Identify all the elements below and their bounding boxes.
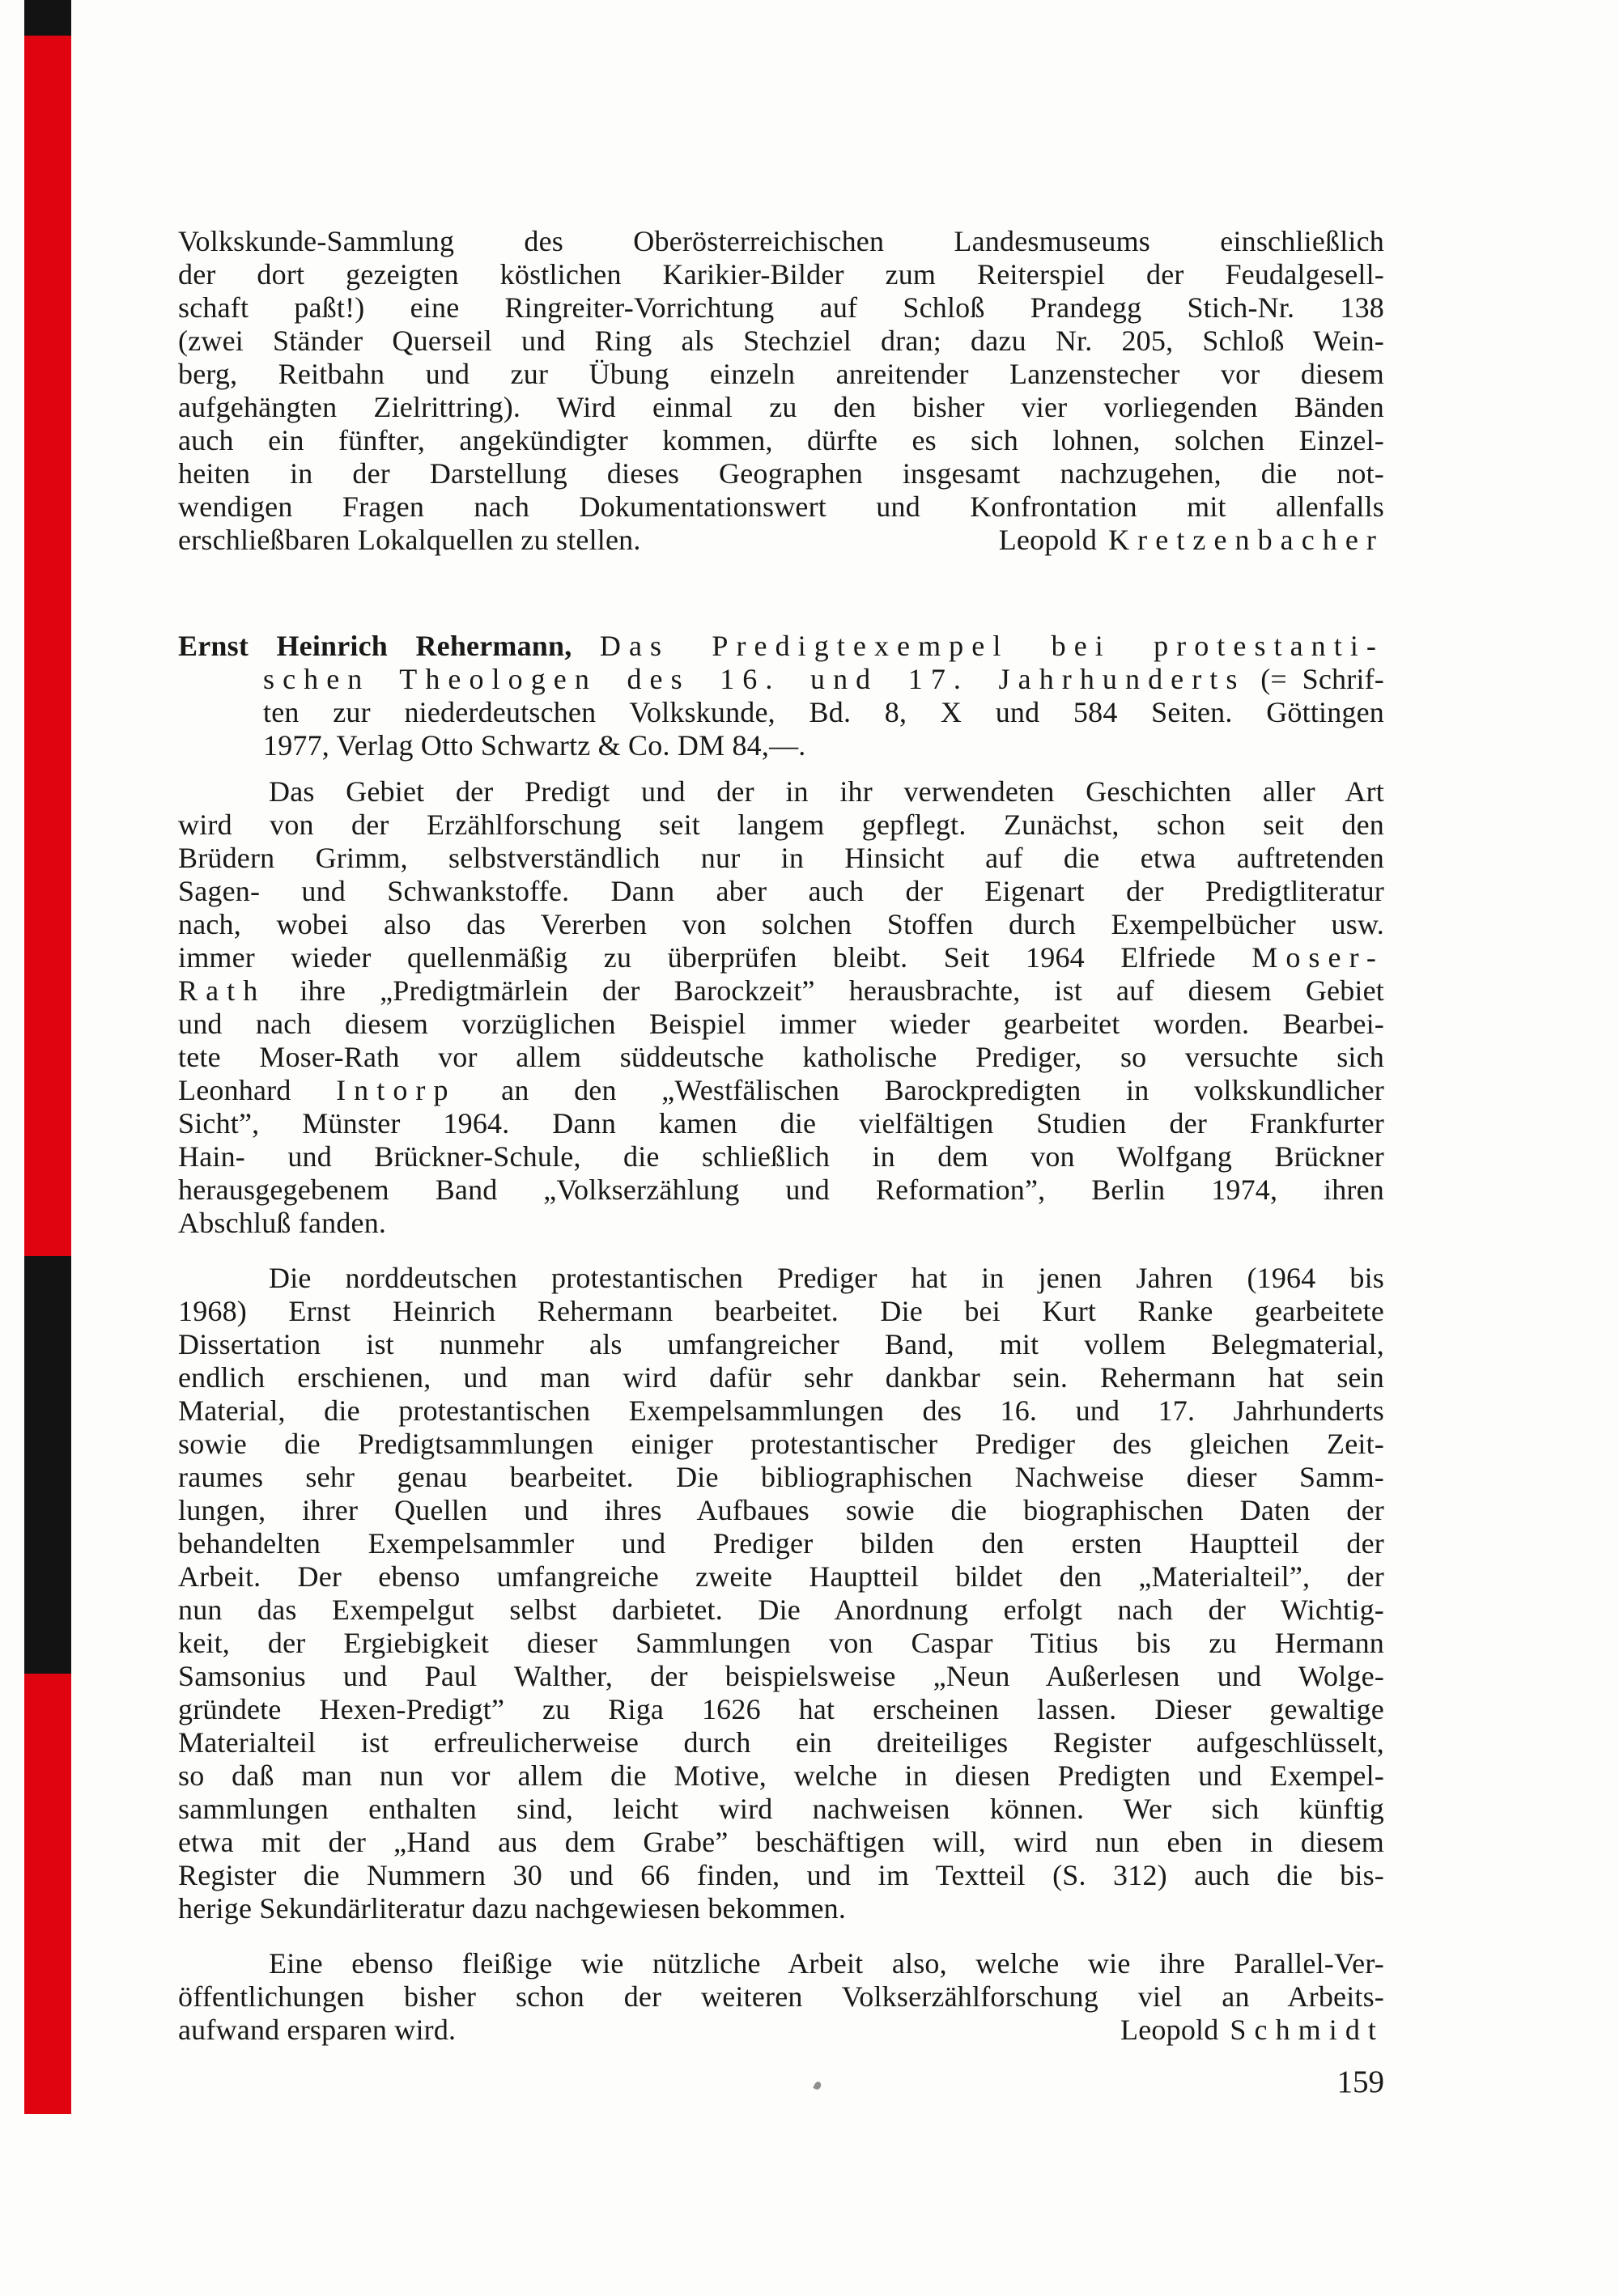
text-line <box>178 424 1384 457</box>
reviewer-last-name: Kretzenbacher <box>1108 524 1384 556</box>
plain-text: Materialteil ist erfreulicherweise durch ein dreiteiliges Register aufgeschlüsselt, <box>178 1726 1384 1759</box>
review-paragraph <box>178 775 1384 1240</box>
plain-text: immer wieder quellenmäßig zu überprüfen bleibt. Seit 1964 Elfriede <box>178 941 1252 974</box>
text-line <box>178 1328 1384 1361</box>
plain-text: ihre „Predigtmärlein der Barockzeit” herausbrachte, ist auf diesem Gebiet <box>266 974 1384 1007</box>
plain-text: Brüdern Grimm, selbstverständlich nur in Hinsicht auf die etwa auftretenden <box>178 842 1384 874</box>
scan-strip-segment <box>24 1674 71 2114</box>
text-line <box>178 1627 1384 1660</box>
text-line <box>178 974 1384 1008</box>
plain-text: wird von der Erzählforschung seit langem gepflegt. Zunächst, schon seit den <box>178 808 1384 841</box>
text-line <box>178 1759 1384 1793</box>
plain-text: Arbeit. Der ebenso umfangreiche zweite Hauptteil bildet den „Materialteil”, der <box>178 1560 1384 1593</box>
review-paragraph <box>178 1262 1384 1925</box>
text-line <box>178 1527 1384 1560</box>
signature-line <box>178 524 1384 557</box>
text-line <box>178 842 1384 875</box>
plain-text: so daß man nun vor allem die Motive, welche in diesen Predigten und Exempel- <box>178 1759 1384 1792</box>
plain-text: (= Schrif- <box>1245 663 1384 695</box>
plain-text: nach, wobei also das Vererben von solchen Stoffen durch Exempelbücher usw. <box>178 908 1384 940</box>
review-paragraph <box>178 225 1384 524</box>
scan-strip-segment <box>24 1256 71 1674</box>
plain-text: Dissertation ist nunmehr als umfangreicher Band, mit vollem Belegmaterial, <box>178 1328 1384 1360</box>
reviewer-first-name: Leopold <box>1120 2014 1219 2046</box>
plain-text: 1968) Ernst Heinrich Rehermann bearbeitet. Die bei Kurt Ranke gearbeitete <box>178 1295 1384 1327</box>
text-line <box>178 1107 1384 1140</box>
plain-text: endlich erschienen, und man wird dafür sehr dankbar sein. Rehermann hat sein <box>178 1361 1384 1394</box>
text-line <box>178 358 1384 391</box>
plain-text: ten zur niederdeutschen Volkskunde, Bd. 8, X und 584 Seiten. Göttingen <box>263 696 1384 728</box>
text-column <box>178 225 1384 2047</box>
plain-text: Abschluß fanden. <box>178 1207 387 1239</box>
plain-text: sammlungen enthalten sind, leicht wird nachweisen können. Wer sich künftig <box>178 1793 1384 1825</box>
letterspaced-text: Moser- <box>1251 941 1384 974</box>
bibliographic-heading <box>178 630 1384 762</box>
letterspaced-text: Intorp <box>336 1074 457 1106</box>
text-line <box>178 1892 1384 1925</box>
plain-text: (zwei Ständer Querseil und Ring als Stechziel dran; dazu Nr. 205, Schloß Wein- <box>178 325 1384 357</box>
plain-text: Material, die protestantischen Exempelsammlungen des 16. und 17. Jahrhunderts <box>178 1394 1384 1427</box>
text-line <box>178 490 1384 524</box>
reviewer-first-name: Leopold <box>998 524 1098 556</box>
plain-text: der dort gezeigten köstlichen Karikier-Bilder zum Reiterspiel der Feudalgesell- <box>178 258 1384 291</box>
plain-text: lungen, ihrer Quellen und ihres Aufbaues sowie die biographischen Daten der <box>178 1494 1384 1526</box>
page-number: 159 <box>1336 2065 1384 2099</box>
text-line <box>178 808 1384 842</box>
text-line <box>178 1726 1384 1759</box>
plain-text: Leonhard <box>178 1074 337 1106</box>
text-line <box>178 1140 1384 1173</box>
plain-text: öffentlichungen bisher schon der weiteren Volkserzählforschung viel an Arbeits- <box>178 1980 1384 2013</box>
plain-text: behandelten Exempelsammler und Prediger bilden den ersten Hauptteil der <box>178 1527 1384 1560</box>
text-line <box>178 908 1384 941</box>
plain-text: gründete Hexen-Predigt” zu Riga 1626 hat erscheinen lassen. Dieser gewaltige <box>178 1693 1384 1725</box>
plain-text: berg, Reitbahn und zur Übung einzeln anreitender Lanzenstecher vor diesem <box>178 358 1384 390</box>
letterspaced-text: Rath <box>178 974 266 1007</box>
plain-text: herausgegebenem Band „Volkserzählung und Reformation”, Berlin 1974, ihren <box>178 1173 1384 1206</box>
text-line <box>178 291 1384 325</box>
plain-text: Hain- und Brückner-Schule, die schließlich in dem von Wolfgang Brückner <box>178 1140 1384 1173</box>
text-line <box>178 457 1384 490</box>
text-line <box>178 1262 1384 1295</box>
text-line <box>178 1041 1384 1074</box>
text-line <box>178 391 1384 424</box>
plain-text: auch ein fünfter, angekündigter kommen, dürfte es sich lohnen, solchen Einzel- <box>178 424 1384 456</box>
plain-text: raumes sehr genau bearbeitet. Die bibliographischen Nachweise dieser Samm- <box>178 1461 1384 1493</box>
text-line <box>178 1947 1384 1980</box>
text-line <box>178 325 1384 358</box>
plain-text: Sagen- und Schwankstoffe. Dann aber auch der Eigenart der Predigtliteratur <box>178 875 1384 907</box>
plain-text: etwa mit der „Hand aus dem Grabe” beschäftigen will, wird nun eben in diesem <box>178 1826 1384 1858</box>
closing-text: erschließbaren Lokalquellen zu stellen. <box>178 524 641 556</box>
text-line <box>178 1660 1384 1693</box>
text-line <box>178 630 1384 663</box>
text-line <box>178 1394 1384 1428</box>
text-line <box>178 1074 1384 1107</box>
plain-text: heiten in der Darstellung dieses Geographen insgesamt nachzugehen, die not- <box>178 457 1384 490</box>
text-line <box>178 225 1384 258</box>
letterspaced-text: schen Theologen des 16. und 17. Jahrhunderts <box>263 663 1246 695</box>
plain-text: Das Gebiet der Predigt und der in ihr verwendeten Geschichten aller Art <box>269 775 1384 808</box>
text-line <box>178 1980 1384 2014</box>
reviewer-last-name: Schmidt <box>1230 2014 1384 2046</box>
reviewer-name <box>1120 2014 1384 2047</box>
plain-text: Register die Nummern 30 und 66 finden, und im Textteil (S. 312) auch die bis- <box>178 1859 1384 1891</box>
text-line <box>178 1207 1384 1240</box>
plain-text: 1977, Verlag Otto Schwartz & Co. DM 84,—. <box>263 729 806 762</box>
text-line <box>178 1793 1384 1826</box>
text-line <box>178 1693 1384 1726</box>
text-line <box>178 1594 1384 1627</box>
plain-text: herige Sekundärliteratur dazu nachgewiesen bekommen. <box>178 1892 847 1925</box>
text-line <box>178 1826 1384 1859</box>
text-line <box>178 1428 1384 1461</box>
text-line <box>178 1494 1384 1527</box>
text-line <box>178 1560 1384 1594</box>
text-line <box>178 1008 1384 1041</box>
plain-text: sowie die Predigtsammlungen einiger protestantischer Prediger des gleichen Zeit- <box>178 1428 1384 1460</box>
closing-text: aufwand ersparen wird. <box>178 2014 457 2046</box>
plain-text: Samsonius und Paul Walther, der beispielsweise „Neun Außerlesen und Wolge- <box>178 1660 1384 1692</box>
review-kretzenbacher <box>178 225 1384 557</box>
text-line <box>178 1295 1384 1328</box>
review-rehermann <box>178 630 1384 2047</box>
text-line <box>178 729 1384 762</box>
plain-text: wendigen Fragen nach Dokumentationswert und Konfrontation mit allenfalls <box>178 490 1384 523</box>
plain-text: Eine ebenso fleißige wie nützliche Arbeit also, welche wie ihre Parallel-Ver- <box>269 1947 1384 1980</box>
plain-text: schaft paßt!) eine Ringreiter-Vorrichtung auf Schloß Prandegg Stich-Nr. 138 <box>178 291 1384 324</box>
plain-text: Volkskunde-Sammlung des Oberösterreichischen Landesmuseums einschließlich <box>178 225 1384 257</box>
plain-text: nun das Exempelgut selbst darbietet. Die Anordnung erfolgt nach der Wichtig- <box>178 1594 1384 1626</box>
plain-text: an den „Westfälischen Barockpredigten in volkskundlicher <box>456 1074 1384 1106</box>
scan-strip-segment <box>24 0 71 36</box>
plain-text: keit, der Ergiebigkeit dieser Sammlungen von Caspar Titius bis zu Hermann <box>178 1627 1384 1659</box>
plain-text: und nach diesem vorzüglichen Beispiel immer wieder gearbeitet worden. Bearbei- <box>178 1008 1384 1040</box>
text-line <box>178 941 1384 974</box>
plain-text: aufgehängten Zielrittring). Wird einmal zu den bisher vier vorliegenden Bänden <box>178 391 1384 423</box>
text-line <box>178 258 1384 291</box>
scan-strip-segment <box>24 36 71 1256</box>
plain-text: Sicht”, Münster 1964. Dann kamen die vielfältigen Studien der Frankfurter <box>178 1107 1384 1140</box>
plain-text: Die norddeutschen protestantischen Prediger hat in jenen Jahren (1964 bis <box>269 1262 1384 1294</box>
signature-line <box>178 2014 1384 2047</box>
text-line <box>178 1361 1384 1394</box>
review-paragraph <box>178 1947 1384 2014</box>
text-line <box>178 696 1384 729</box>
plain-text <box>572 630 599 662</box>
plain-text: tete Moser-Rath vor allem süddeutsche katholische Prediger, so versuchte sich <box>178 1041 1384 1073</box>
text-line <box>178 1461 1384 1494</box>
reviewer-name <box>999 524 1384 557</box>
text-line <box>178 875 1384 908</box>
text-line <box>178 1173 1384 1207</box>
text-line <box>178 775 1384 808</box>
text-line <box>178 663 1384 696</box>
author-name-bold: Ernst Heinrich Rehermann, <box>178 630 572 662</box>
text-line <box>178 1859 1384 1892</box>
letterspaced-text: Das Predigtexempel bei protestanti- <box>599 630 1384 662</box>
